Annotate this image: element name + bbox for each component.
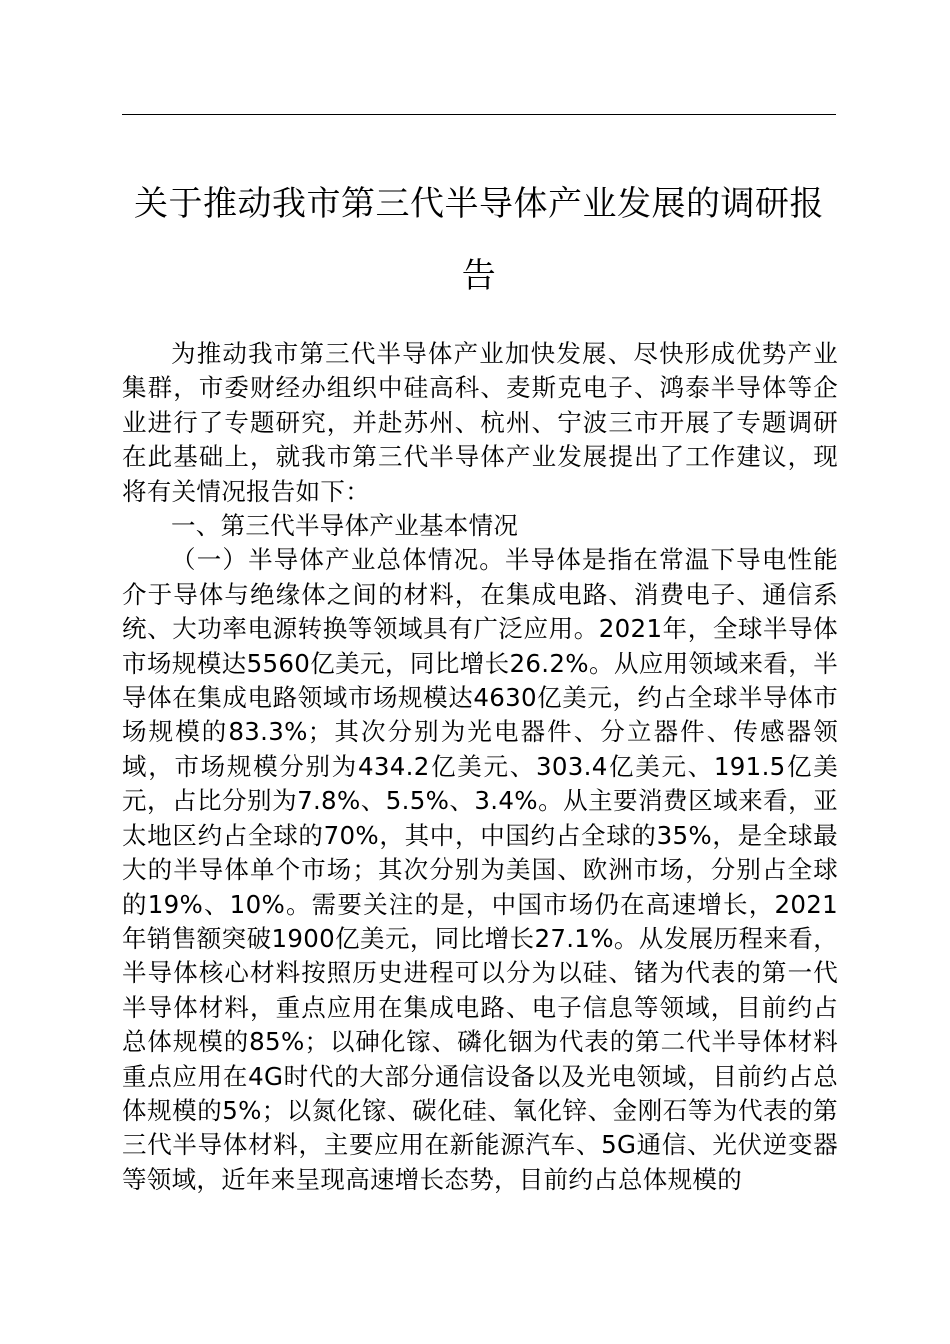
- section-heading: 一、第三代半导体产业基本情况: [171, 511, 519, 541]
- body-paragraph: （一）半导体产业总体情况。半导体是指在常温下导电性能介于导体与绝缘体之间的材料，在集成电路、消费电子、通信系统、大功率电源转换等领域具有广泛应用。2021年，全球半导体市场规模达5560亿美元，同比增长26.2%。从应用领域来看，半导体在集成电路领域市场规模达4630亿美元，约占全球半导体市场规模的83.3%；其次分别为光电器件、分立器件、传感器领域，市场规模分别为434.2亿美元、303.4亿美元、191.5亿美元，占比分别为7.8%、5.5%、3.4%。从主要消费区域来看，亚太地区约占全球的70%，其中，中国约占全球的35%，是全球最大的半导体单个市场；其次分别为美国、欧洲市场，分别占全球的19%、10%。需要关注的是，中国市场仍在高速增长，2021年销售额突破1900亿美元，同比增长27.1%。从发展历程来看，半导体核心材料按照历史进程可以分为以硅、锗为代表的第一代半导体材料，重点应用在集成电路、电子信息等领域，目前约占总体规模的85%；以砷化镓、磷化铟为代表的第二代半导体材料重点应用在4G时代的大部分通信设备以及光电领域，目前约占总体规模的5%；以氮化镓、碳化硅、氧化锌、金刚石等为代表的第三代半导体材料，主要应用在新能源汽车、5G通信、光伏逆变器等领域，近年来呈现高速增长态势，目前约占总体规模的: [122, 545, 838, 1194]
- document-title: 关于推动我市第三代半导体产业发展的调研报告: [134, 184, 824, 296]
- intro-paragraph: 为推动我市第三代半导体产业加快发展、尽快形成优势产业集群，市委财经办组织中硅高科、麦斯克电子、鸿泰半导体等企业进行了专题研究，并赴苏州、杭州、宁波三市开展了专题调研在此基础上，就我市第三代半导体产业发展提出了工作建议，现将有关情况报告如下：: [122, 339, 838, 506]
- header-rule: [122, 114, 836, 115]
- document-body: [122, 337, 838, 1197]
